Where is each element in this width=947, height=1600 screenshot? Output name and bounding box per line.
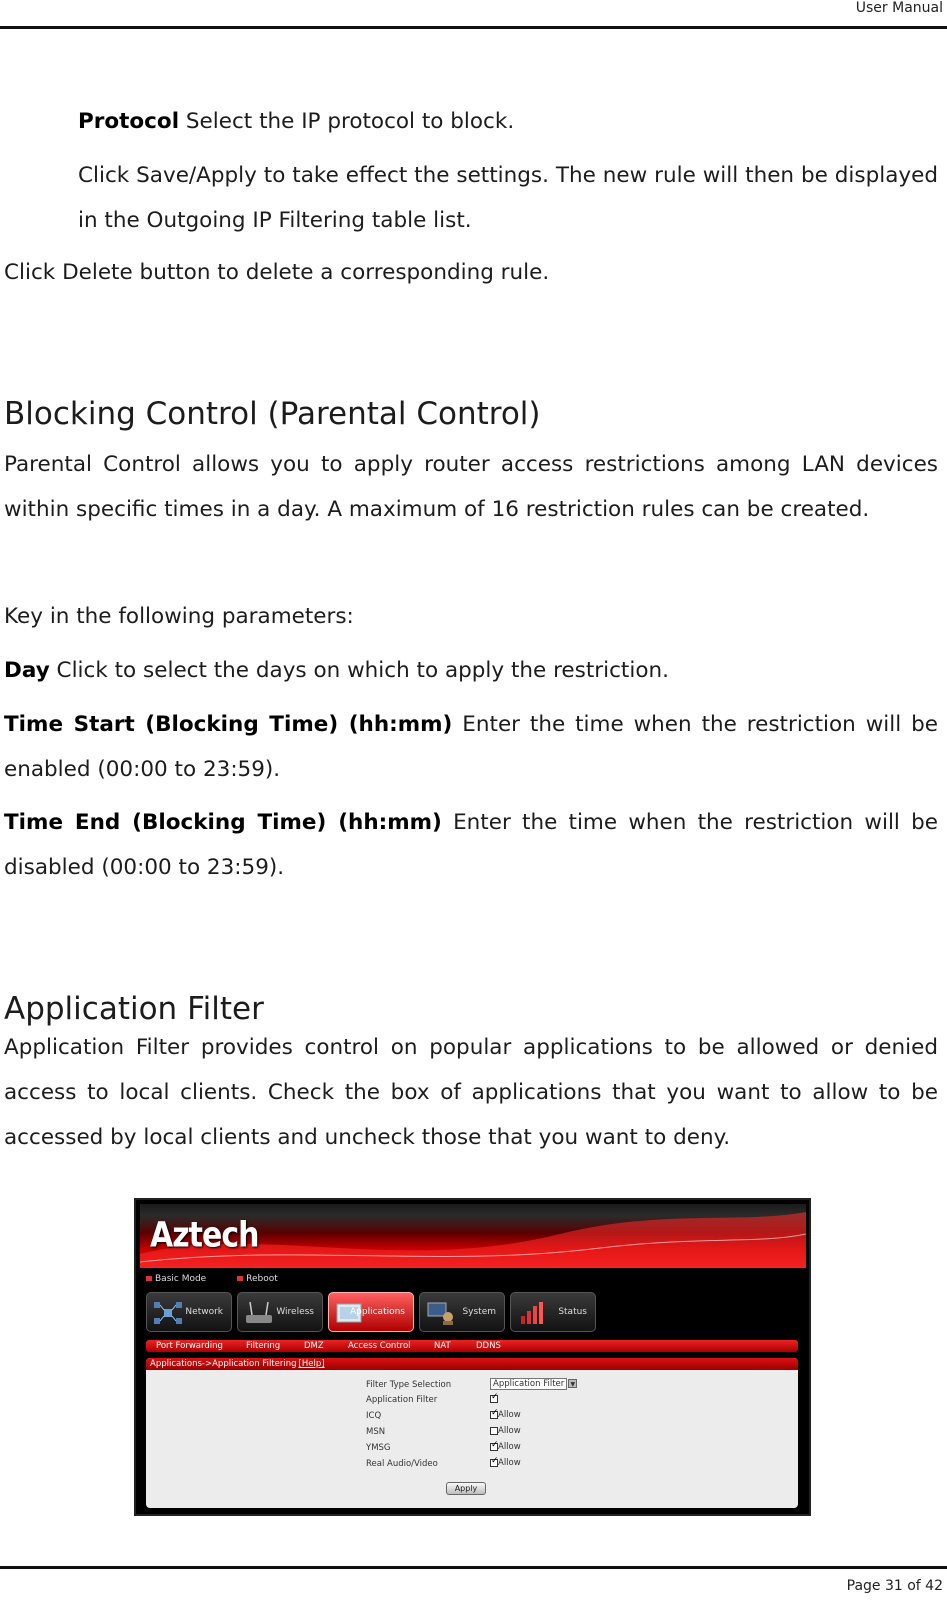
help-link[interactable]: [Help] xyxy=(298,1359,325,1369)
ymsg-label: YMSG xyxy=(366,1443,391,1453)
panel-breadcrumb xyxy=(146,1358,798,1370)
header-rule xyxy=(0,26,947,29)
real-audio-video-allow-checkbox[interactable] xyxy=(490,1458,521,1468)
system-icon xyxy=(426,1300,456,1326)
router-ui-screenshot xyxy=(134,1198,811,1516)
msn-label: MSN xyxy=(366,1427,386,1437)
nav-status[interactable] xyxy=(510,1292,596,1332)
ymsg-allow-checkbox[interactable] xyxy=(490,1442,521,1452)
subnav-filtering[interactable]: Filtering xyxy=(246,1341,281,1351)
filter-type-value: Application Filter xyxy=(490,1378,567,1390)
blocking-control-heading: Blocking Control (Parental Control) xyxy=(4,396,541,432)
real-audio-video-label: Real Audio/Video xyxy=(366,1459,438,1469)
reboot-label: Reboot xyxy=(246,1274,278,1284)
nav-system-label: System xyxy=(462,1307,496,1317)
sub-nav xyxy=(146,1340,798,1352)
icq-allow-text: Allow xyxy=(498,1410,521,1420)
time-end-description: Enter the time when the restriction will be disabled (00:00 to 23:59). xyxy=(4,810,938,880)
time-end-term: Time End (Blocking Time) (hh:mm) xyxy=(4,810,442,835)
application-filter-heading: Application Filter xyxy=(4,991,264,1027)
top-links xyxy=(146,1274,306,1284)
reboot-link[interactable] xyxy=(237,1274,292,1284)
footer-rule xyxy=(0,1566,947,1569)
checkbox-checked-icon xyxy=(490,1443,498,1451)
ymsg-allow-text: Allow xyxy=(498,1442,521,1452)
checkbox-checked-icon xyxy=(490,1395,498,1403)
delete-note: Click Delete button to delete a corresponding rule. xyxy=(4,260,550,285)
msn-allow-text: Allow xyxy=(498,1426,521,1436)
subnav-ddns[interactable]: DDNS xyxy=(476,1341,501,1351)
time-start-paragraph xyxy=(4,702,938,792)
application-filter-checkbox[interactable] xyxy=(490,1394,498,1404)
protocol-paragraph xyxy=(78,99,938,144)
checkbox-checked-icon xyxy=(490,1459,498,1467)
subnav-nat[interactable]: NAT xyxy=(434,1341,451,1351)
save-apply-note: Click Save/Apply to take effect the settings. The new rule will then be displayed in the Outgoing IP Filtering table list. xyxy=(78,163,938,233)
key-in-text: Key in the following parameters: xyxy=(4,604,354,629)
nav-status-label: Status xyxy=(558,1307,587,1317)
dropdown-arrow-icon: ▼ xyxy=(568,1379,577,1388)
filter-type-select[interactable] xyxy=(490,1378,577,1390)
protocol-description: Select the IP protocol to block. xyxy=(179,109,515,134)
network-icon xyxy=(153,1300,183,1326)
real-audio-video-allow-text: Allow xyxy=(498,1458,521,1468)
apply-button[interactable]: Apply xyxy=(446,1482,486,1495)
icq-label: ICQ xyxy=(366,1411,382,1421)
checkbox-checked-icon xyxy=(490,1411,498,1419)
nav-system[interactable] xyxy=(419,1292,505,1332)
nav-network-label: Network xyxy=(185,1307,223,1317)
time-end-paragraph xyxy=(4,800,938,890)
nav-applications-label: Applications xyxy=(350,1307,405,1317)
protocol-term: Protocol xyxy=(78,109,180,134)
running-header: User Manual xyxy=(855,0,943,16)
day-paragraph xyxy=(4,648,938,693)
content-panel xyxy=(146,1358,798,1508)
status-chart-icon xyxy=(517,1300,547,1326)
time-start-term: Time Start (Blocking Time) (hh:mm) xyxy=(4,712,453,737)
breadcrumb-text: Applications->Application Filtering xyxy=(150,1359,297,1369)
nav-wireless-label: Wireless xyxy=(276,1307,314,1317)
banner xyxy=(140,1204,806,1268)
basic-mode-label: Basic Mode xyxy=(155,1274,207,1284)
subnav-dmz[interactable]: DMZ xyxy=(304,1341,324,1351)
basic-mode-link[interactable] xyxy=(146,1274,220,1284)
bullet-icon xyxy=(237,1276,243,1281)
application-filter-description: Application Filter provides control on popular applications to be allowed or denied access to local clients. Check the box of applications that you want to allow to be accessed by local clients and uncheck those that you want to deny. xyxy=(4,1035,938,1150)
subnav-access-control[interactable]: Access Control xyxy=(348,1341,411,1351)
nav-applications[interactable] xyxy=(328,1292,414,1332)
day-term: Day xyxy=(4,658,50,683)
page-number: Page 31 of 42 xyxy=(846,1578,943,1594)
msn-allow-checkbox[interactable] xyxy=(490,1426,521,1436)
nav-network[interactable] xyxy=(146,1292,232,1332)
aztech-logo: Aztech xyxy=(150,1215,259,1256)
icq-allow-checkbox[interactable] xyxy=(490,1410,521,1420)
bullet-icon xyxy=(146,1276,152,1281)
blocking-description: Parental Control allows you to apply router access restrictions among LAN devices within specific times in a day. A maximum of 16 restriction rules can be created. xyxy=(4,452,938,522)
wireless-router-icon xyxy=(244,1300,274,1326)
day-description: Click to select the days on which to apply the restriction. xyxy=(49,658,669,683)
application-filter-label: Application Filter xyxy=(366,1395,438,1405)
nav-wireless[interactable] xyxy=(237,1292,323,1332)
filter-type-label: Filter Type Selection xyxy=(366,1380,452,1390)
checkbox-unchecked-icon xyxy=(490,1427,498,1435)
subnav-port-forwarding[interactable]: Port Forwarding xyxy=(156,1341,223,1351)
time-start-description: Enter the time when the restriction will be enabled (00:00 to 23:59). xyxy=(4,712,938,782)
